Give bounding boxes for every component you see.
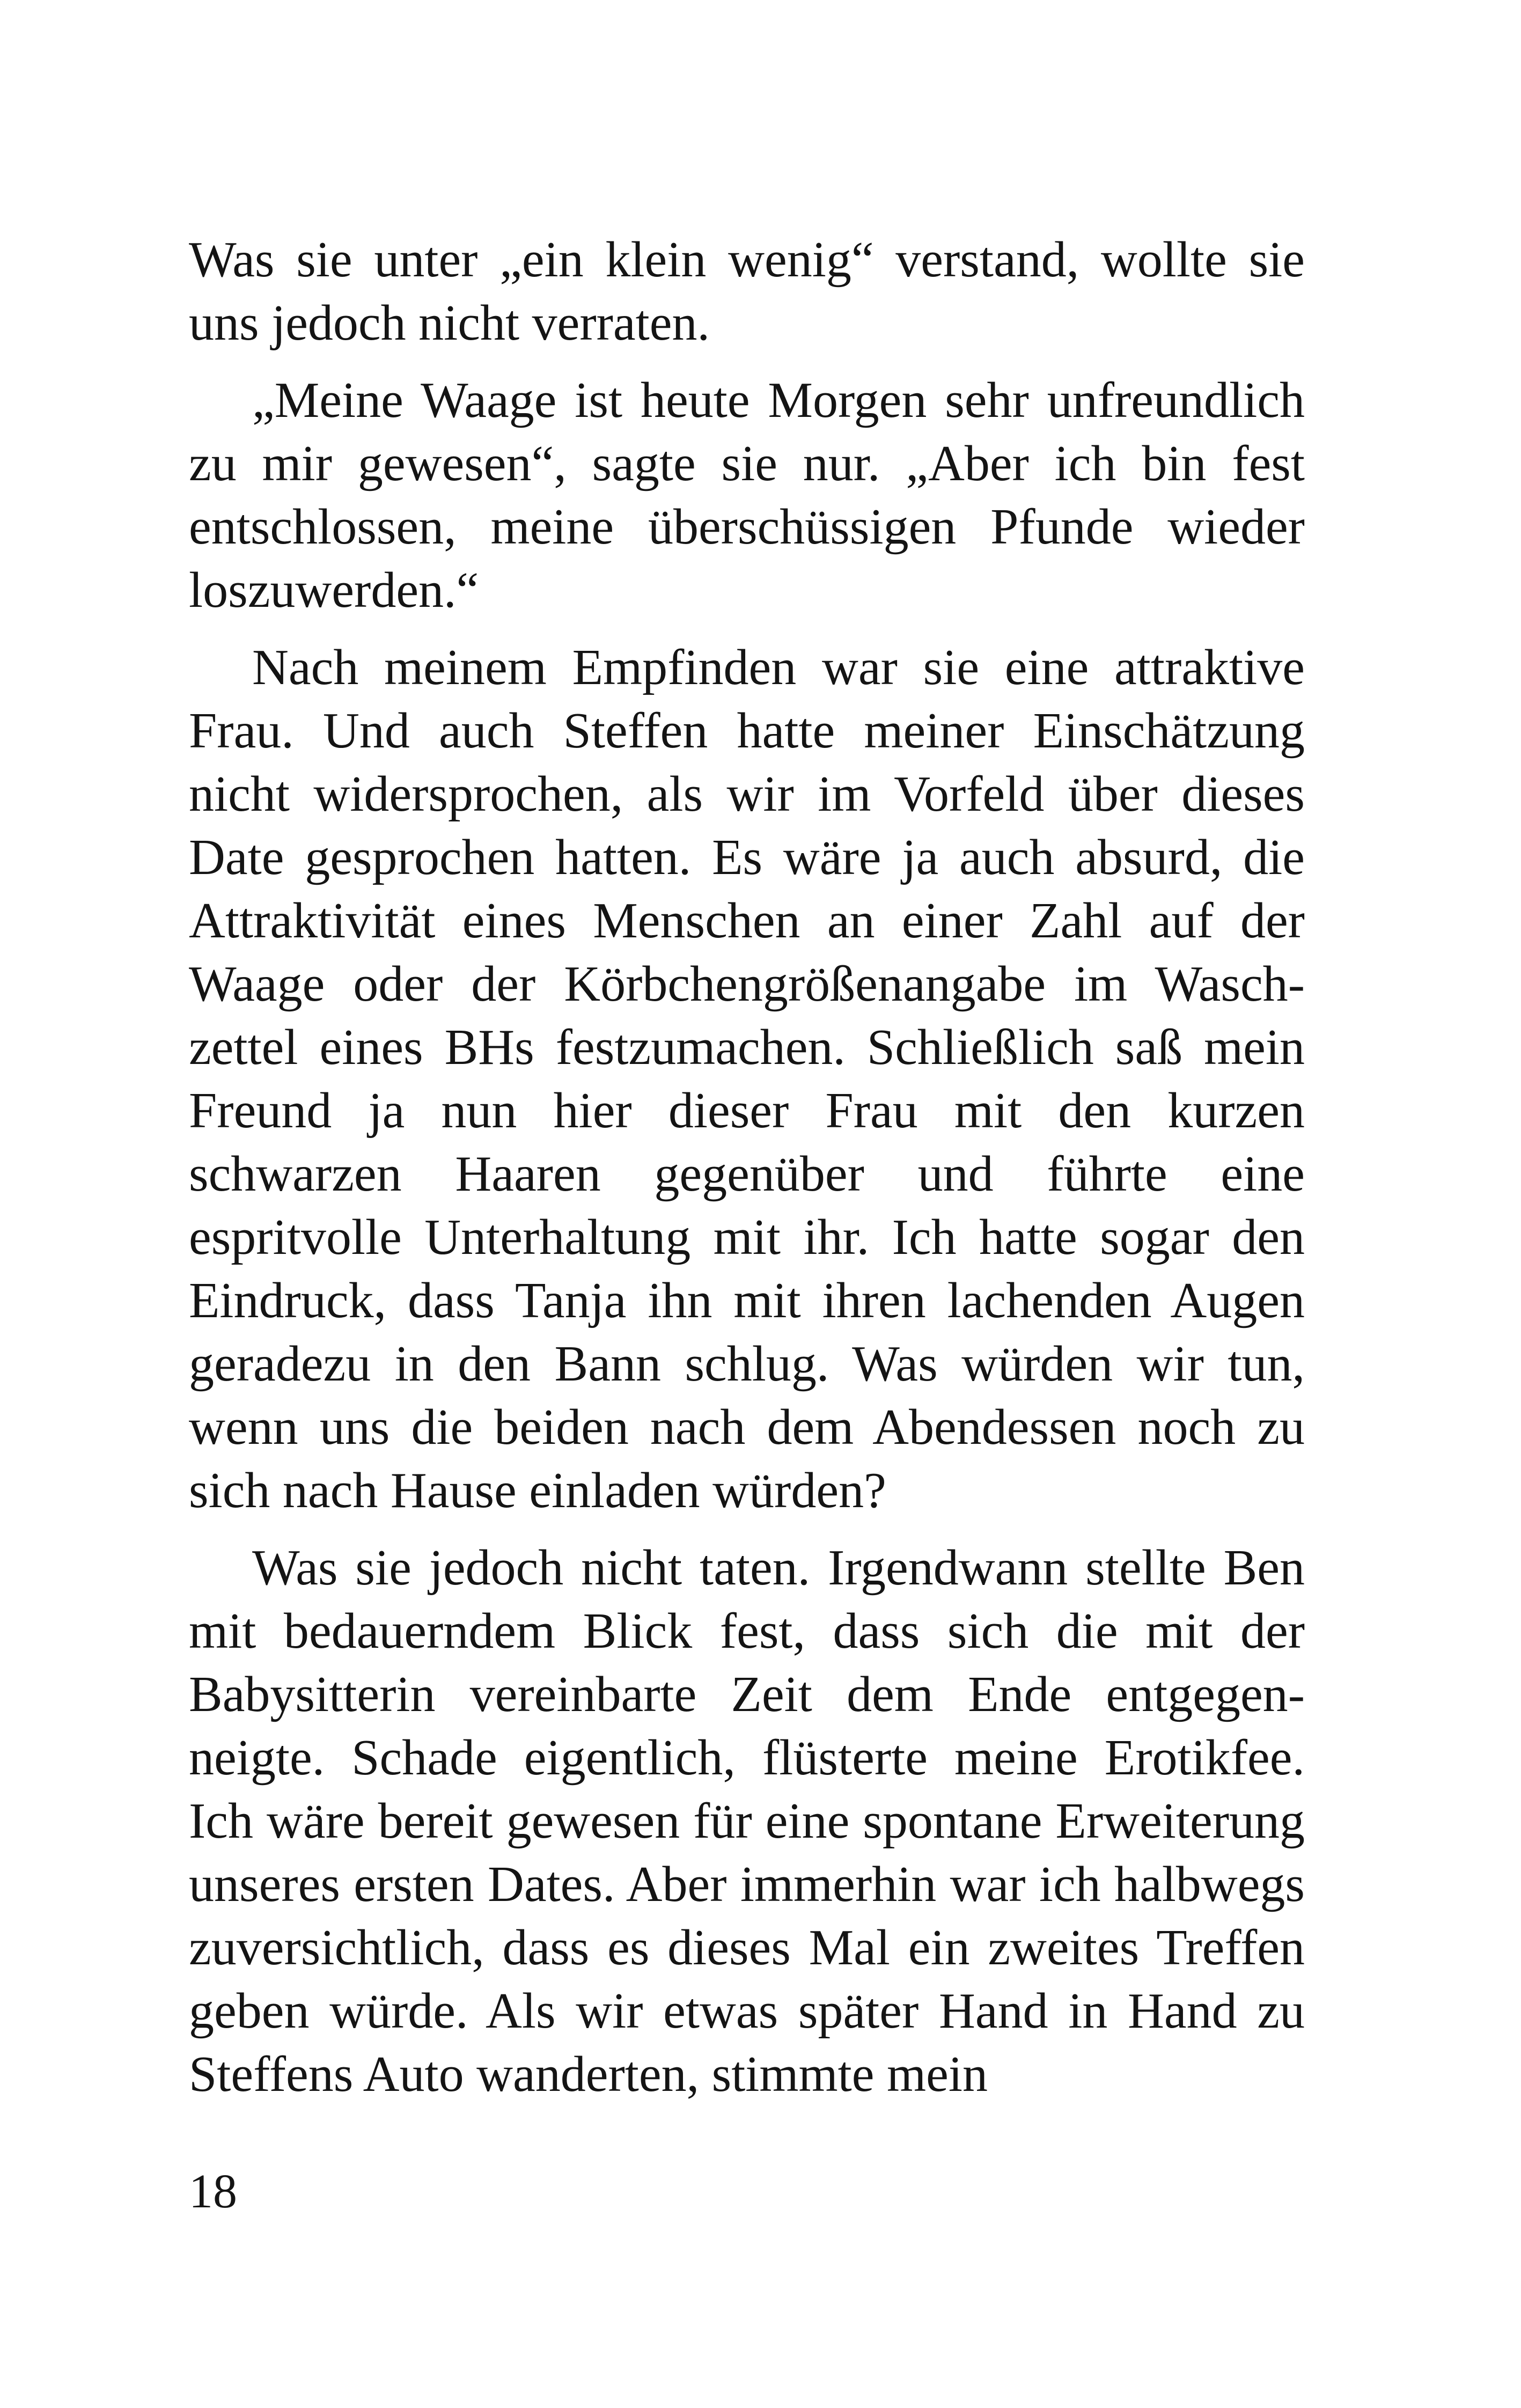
- page-number: 18: [189, 2165, 237, 2218]
- paragraph-3: Nach meinem Empfinden war sie eine attraktive Frau. Und auch Steffen hatte meiner Einschätzung nicht widersprochen, als wir im Vorfeld über dieses Date gesprochen hatten. Es wäre ja auch absurd, die Attraktivität eines Menschen an einer Zahl auf der Waage oder der Körbchengrößenangabe im Waschzettel eines BHs festzumachen. Schließlich saß mein Freund ja nun hier dieser Frau mit den kurzen schwarzen Haaren gegenüber und führte eine espritvolle Unterhaltung mit ihr. Ich hatte sogar den Eindruck, dass Tanja ihn mit ihren lachenden Augen geradezu in den Bann schlug. Was würden wir tun, wenn uns die beiden nach dem Abendessen noch zu sich nach Hause einladen würden?: [189, 640, 1305, 1518]
- paragraph-2: „Meine Waage ist heute Morgen sehr unfreundlich zu mir gewesen“, sagte sie nur. „Aber ich bin fest entschlossen, meine überschüssigen Pfunde wieder loszuwerden.“: [189, 372, 1305, 618]
- paragraph-4: Was sie jedoch nicht taten. Irgendwann stellte Ben mit bedauerndem Blick fest, dass sich die mit der Babysitterin vereinbarte Zeit dem Ende entgegenneigte. Schade eigentlich, flüsterte meine Erotikfee. Ich wäre bereit gewesen für eine spontane Erweiterung unseres ersten Dates. Aber immerhin war ich halbwegs zuversichtlich, dass es dieses Mal ein zweites Treffen geben würde. Als wir etwas später Hand in Hand zu Steffens Auto wanderten, stimmte mein: [189, 1540, 1305, 2102]
- paragraph-1: Was sie unter „ein klein wenig“ verstand, wollte sie uns jedoch nicht verraten.: [189, 232, 1305, 351]
- body-text: [189, 228, 1305, 2106]
